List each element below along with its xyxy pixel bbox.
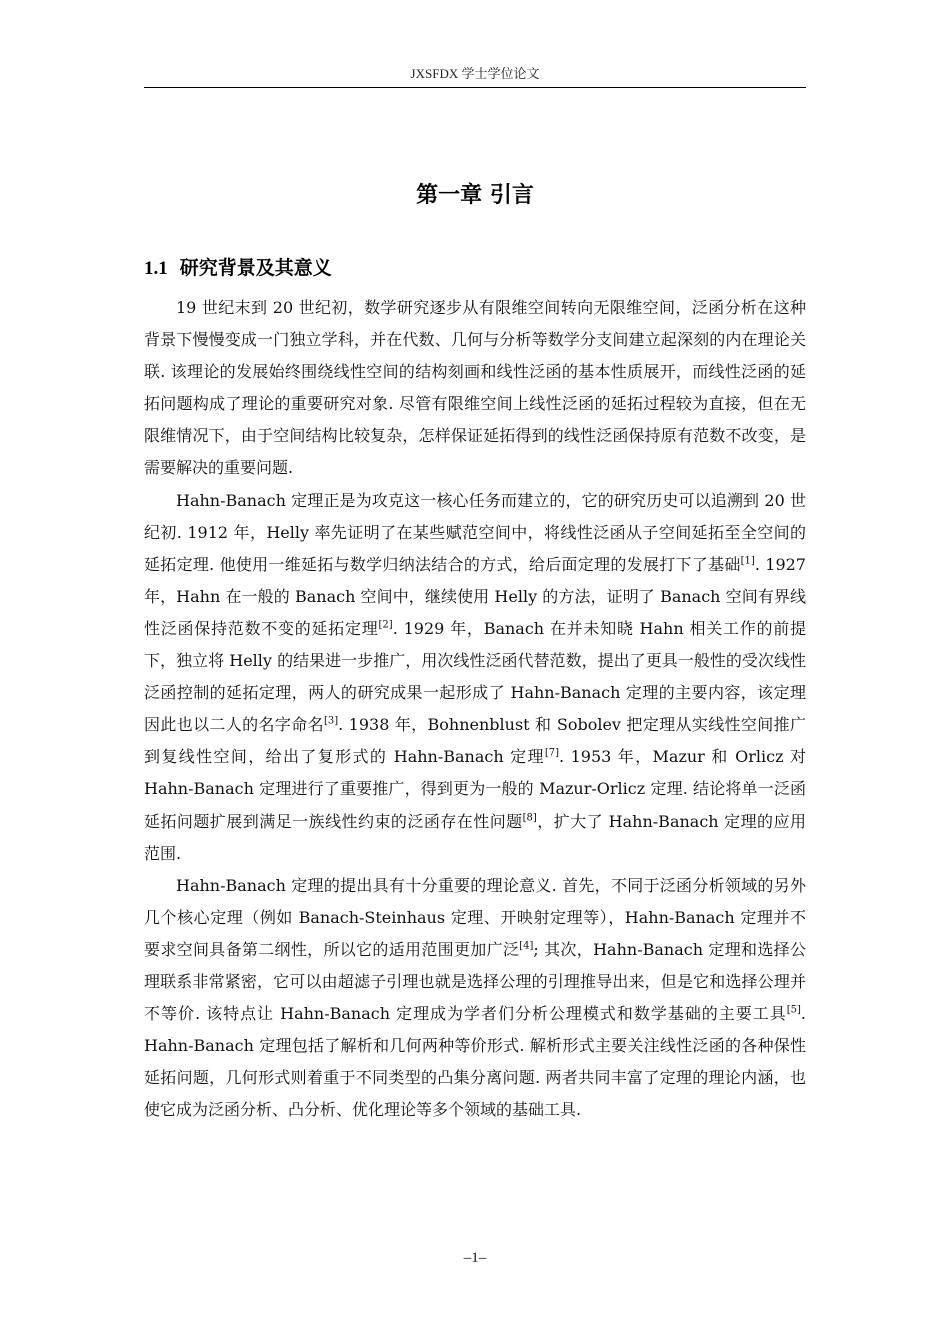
section-title: 研究背景及其意义 <box>179 257 332 279</box>
citation-ref[interactable]: [3] <box>323 715 339 727</box>
paragraph-text: ; 其次，Hahn-Banach 定理和选择公理联系非常紧密，它可以由超滤子引理也就是选择公理的引理推导出来，但是它和选择公理并不等价. 该特点让 Hahn-Banach 定理成为学者们分析公理模式和数学基础的主要工具 <box>144 939 806 1024</box>
paragraph-text: . Hahn-Banach 定理包括了解析和几何两种等价形式. 解析形式主要关注线性泛函的各种保性延拓问题，几何形式则着重于不同类型的凸集分离问题. 两者共同丰富了定理的理论内涵，也使它成为泛函分析、凸分析、优化理论等多个领域的基础工具. <box>144 1004 806 1120</box>
running-header: JXSFDX 学士学位论文 <box>410 66 540 81</box>
citation-ref[interactable]: [8] <box>522 812 537 824</box>
paragraph-text: . 1953 年，Mazur 和 Orlicz 对 Hahn-Banach 定理进行了重要推广，得到更为一般的 Mazur-Orlicz 定理. 结论将单一泛函延拓问题扩展到满足一族线性约束的泛函存在性问题 <box>144 747 806 831</box>
citation-ref[interactable]: [2] <box>378 619 393 631</box>
section-number: 1.1 <box>144 258 168 279</box>
chapter-title: 第一章 引言 <box>416 183 534 208</box>
paragraph-text: Hahn-Banach 定理的提出具有十分重要的理论意义. 首先，不同于泛函分析领域的另外几个核心定理（例如 Banach-Steinhaus 定理、开映射定理等），Hahn-Banach 定理并不要求空间具备第二纲性，所以它的适用范围更加广泛 <box>144 875 806 959</box>
paragraph <box>144 485 806 870</box>
citation-ref[interactable]: [7] <box>544 747 560 759</box>
paragraph-text: ，扩大了 Hahn-Banach 定理的应用范围. <box>144 811 806 863</box>
body-text <box>144 292 806 1126</box>
citation-ref[interactable]: [1] <box>740 555 755 567</box>
paragraph-text: . 1927 年，Hahn 在一般的 Banach 空间中，继续使用 Helly 的方法，证明了 Banach 空间有界线性泛函保持范数不变的延拓定理 <box>144 554 806 638</box>
page-number: –1– <box>463 1250 487 1266</box>
paragraph <box>144 292 806 485</box>
paragraph-text: 19 世纪末到 20 世纪初，数学研究逐步从有限维空间转向无限维空间，泛函分析在这种背景下慢慢变成一门独立学科，并在代数、几何与分析等数学分支间建立起深刻的内在理论关联. 该理论的发展始终围绕线性空间的结构刻画和线性泛函的基本性质展开，而线性泛函的延拓问题构成了理论的重要研究对象. 尽管有限维空间上线性泛函的延拓过程较为直接，但在无限维情况下，由于空间结构比较复杂，怎样保证延拓得到的线性泛函保持原有范数不改变，是需要解决的重要问题. <box>144 298 806 478</box>
paragraph <box>144 870 806 1127</box>
citation-ref[interactable]: [5] <box>786 1004 801 1016</box>
header-rule <box>144 87 806 88</box>
paragraph-text: . 1938 年，Bohnenblust 和 Sobolev 把定理从实线性空间推广到复线性空间，给出了复形式的 Hahn-Banach 定理 <box>144 715 806 767</box>
section-heading <box>144 254 332 283</box>
paragraph-text: Hahn-Banach 定理正是为攻克这一核心任务而建立的，它的研究历史可以追溯到 20 世纪初. 1912 年，Helly 率先证明了在某些赋范空间中，将线性泛函从子空间延拓至全空间的延拓定理. 他使用一维延拓与数学归纳法结合的方式，给后面定理的发展打下了基础 <box>144 490 806 574</box>
citation-ref[interactable]: [4] <box>519 940 534 952</box>
paragraph-text: . 1929 年，Banach 在并未知晓 Hahn 相关工作的前提下，独立将 Helly 的结果进一步推广，用次线性泛函代替范数，提出了更具一般性的受次线性泛函控制的延拓定理，两人的研究成果一起形成了 Hahn-Banach 定理的主要内容，该定理因此也以二人的名字命名 <box>144 618 806 735</box>
